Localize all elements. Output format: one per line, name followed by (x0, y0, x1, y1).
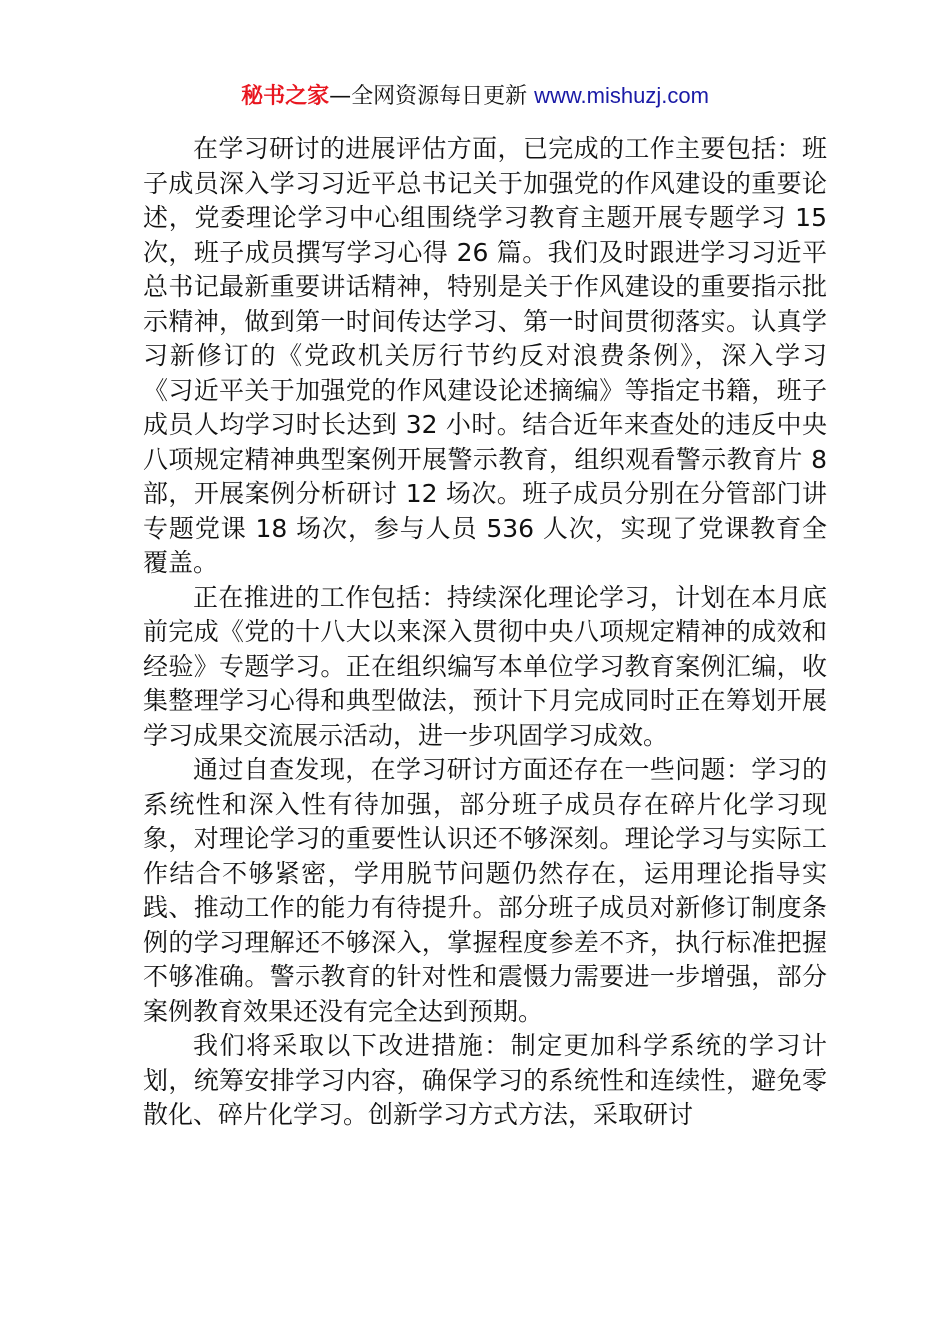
paragraph-ongoing-work: 正在推进的工作包括：持续深化理论学习，计划在本月底前完成《党的十八大以来深入贯彻中央八项规定精神的成效和经验》专题学习。正在组织编写本单位学习教育案例汇编，收集整理学习心得和典型做法，预计下月完成同时正在筹划开展学习成果交流展示活动，进一步巩固学习成效。 (143, 582, 827, 750)
tagline: —全网资源每日更新 (329, 84, 528, 109)
brand-name: 秘书之家 (241, 84, 330, 109)
site-url[interactable]: www.mishuzj.com (534, 83, 709, 108)
document-body (143, 132, 827, 1133)
paragraph-improvement-measures: 我们将采取以下改进措施：制定更加科学系统的学习计划，统筹安排学习内容，确保学习的系统性和连续性，避免零散化、碎片化学习。创新学习方式方法，采取研讨 (143, 1031, 827, 1129)
site-header (0, 80, 950, 113)
paragraph-progress-assessment: 在学习研讨的进展评估方面，已完成的工作主要包括：班子成员深入学习习近平总书记关于加强党的作风建设的重要论述，党委理论学习中心组围绕学习教育主题开展专题学习 15 次，班子成员撰写学习心得 26 篇。我们及时跟进学习习近平总书记最新重要讲话精神，特别是关于作风建设的重要指示批示精神，做到第一时间传达学习、第一时间贯彻落实。认真学习新修订的《党政机关厉行节约反对浪费条例》，深入学习《习近平关于加强党的作风建设论述摘编》等指定书籍，班子成员人均学习时长达到 32 小时。结合近年来查处的违反中央八项规定精神典型案例开展警示教育，组织观看警示教育片 8 部，开展案例分析研讨 12 场次。班子成员分别在分管部门讲专题党课 18 场次，参与人员 536 人次，实现了党课教育全覆盖。 (143, 134, 827, 577)
paragraph-problems-found: 通过自查发现，在学习研讨方面还存在一些问题：学习的系统性和深入性有待加强，部分班子成员存在碎片化学习现象，对理论学习的重要性认识还不够深刻。理论学习与实际工作结合不够紧密，学用脱节问题仍然存在，运用理论指导实践、推动工作的能力有待提升。部分班子成员对新修订制度条例的学习理解还不够深入，掌握程度参差不齐，执行标准把握不够准确。警示教育的针对性和震慑力需要进一步增强，部分案例教育效果还没有完全达到预期。 (143, 755, 827, 1026)
